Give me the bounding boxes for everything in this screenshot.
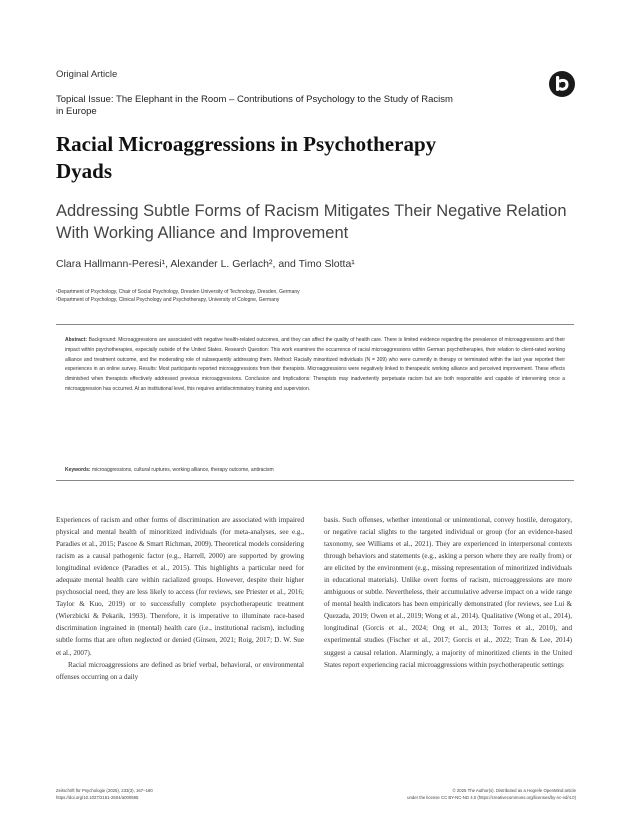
article-title: Racial Microaggressions in Psychotherapy Dyads xyxy=(56,132,437,183)
keywords xyxy=(65,466,565,475)
article-category: Original Article xyxy=(56,69,118,80)
keywords-label: Keywords: xyxy=(65,467,91,473)
abstract-label: Abstract: xyxy=(65,337,87,343)
license-footer xyxy=(324,787,576,801)
keywords-text: microaggressions, cultural ruptures, working alliance, therapy outcome, antiracism xyxy=(91,467,274,473)
abstract-bottom-rule xyxy=(56,480,574,481)
affiliation-1: ¹Department of Psychology, Chair of Social Psychology, Dresden University of Technology, Dresden, Germany xyxy=(56,289,300,295)
abstract xyxy=(65,336,565,395)
body-paragraph: Racial microaggressions are defined as brief verbal, behavioral, or environmental offenses occurring on a daily xyxy=(56,660,304,681)
body-column-right xyxy=(324,514,572,671)
author-list: Clara Hallmann-Peresi¹, Alexander L. Gerlach², and Timo Slotta¹ xyxy=(56,258,355,270)
abstract-top-rule xyxy=(56,324,574,325)
journal-citation-footer xyxy=(56,787,306,801)
body-paragraph: Experiences of racism and other forms of discrimination are associated with impaired physical and mental health of minoritized individuals (for meta-analyses, see e.g., Paradies et al., 2015; Pascoe & Smart Richman, 2009). Theoretical models considering racism as a causal pathogenic factor (e.g., Harrell, 2000) are supported by growing longitudinal evidence (Paradies et al., 2015). This highlights a particular need for adequate mental health care within racialized groups. However, despite their higher psychosocial need, they are less likely to access (for reviews, see Priester et al., 2016; Taylor & Kuo, 2019) or to successfully complete psychotherapeutic treatment (Wierzbicki & Pekarik, 1993). Therefore, it is imperative to illuminate race-based discrimination ingrained in (mental) health care (i.e., institutional racism), including subtle forms that are often neglected or denied (Ginsen, 2021; Roig, 2017; D. W. Sue et al., 2007). xyxy=(56,516,304,657)
body-column-left xyxy=(56,514,304,683)
license-text: © 2025 The Author(s). Distributed as a Hogrefe OpenMind article under the license CC BY-NC-ND 4.0 (https://creativecommons.org/licenses/by-nc-nd/4.0) xyxy=(407,788,576,800)
body-paragraph: basis. Such offenses, whether intentional or unintentional, convey hostile, derogatory, or negative racial slights to the targeted individual or group (for an evidence-based taxonomy, see Williams et al., 2021). They are experienced in interpersonal contexts through behaviors and statements (e.g., asking a person where they are really from) or are elicited by the environment (e.g., missing representation of minoritized individuals in educational materials). Unlike overt forms of racism, microaggressions are more ambiguous or subtle. Nevertheless, their accumulative adverse impact on a wide range of mental health indicators has been empirically demonstrated (for reviews, see Lui & Quezada, 2019; Owen et al., 2019; Wong et al., 2014). Qualitative (Wong et al., 2014), longitudinal (Gorcis et al., 2024; Ong et al., 2013; Torres et al., 2010), and experimental studies (Fischer et al., 2017; Gorcis et al., 2022; Tran & Lee, 2014) suggest a causal relation. Alarmingly, a majority of minoritized clients in the United States report experiencing racial microaggressions within psychotherapeutic settings xyxy=(324,516,572,669)
affiliation-2: ²Department of Psychology, Clinical Psychology and Psychotherapy, University of Cologne, Germany xyxy=(56,297,280,303)
topical-issue: Topical Issue: The Elephant in the Room – Contributions of Psychology to the Study of Racism in Europe xyxy=(56,94,453,117)
article-subtitle: Addressing Subtle Forms of Racism Mitigates Their Negative Relation With Working Alliance and Improvement xyxy=(56,202,567,242)
hogrefe-logo-icon xyxy=(548,70,576,98)
abstract-text: Background: Microaggressions are associated with negative health-related outcomes, and they can affect the quality of health care. There is limited evidence regarding the prevalence of microaggressions and their impact within psychotherapies, especially outside of the United States. Research Question: This work examines the occurrence of racial microaggressions within German psychotherapies, their relation to client-rated working alliance and treatment outcome, and the moderating role of subsequently addressing them. Method: Racially minoritized individuals (N = 309) who were currently in therapy or terminated within the last year reported their experiences in an online survey. Results: Most participants reported microaggressions from their therapists. Microaggressions were negatively linked to therapeutic working alliance and perceived improvement. These effects diminished when therapists effectively addressed previous microaggressions. Conclusion and Implications: Therapists may inadvertently perpetuate racism but are both responsible and capable of intervening once a microaggression has occurred. At an institutional level, this requires antidiscriminatory training and supervision. xyxy=(65,337,566,392)
journal-citation: Zeitschrift für Psychologie (2025), 233(3), 167–180 https://doi.org/10.1027/2151-2604/a000595 xyxy=(56,788,153,800)
